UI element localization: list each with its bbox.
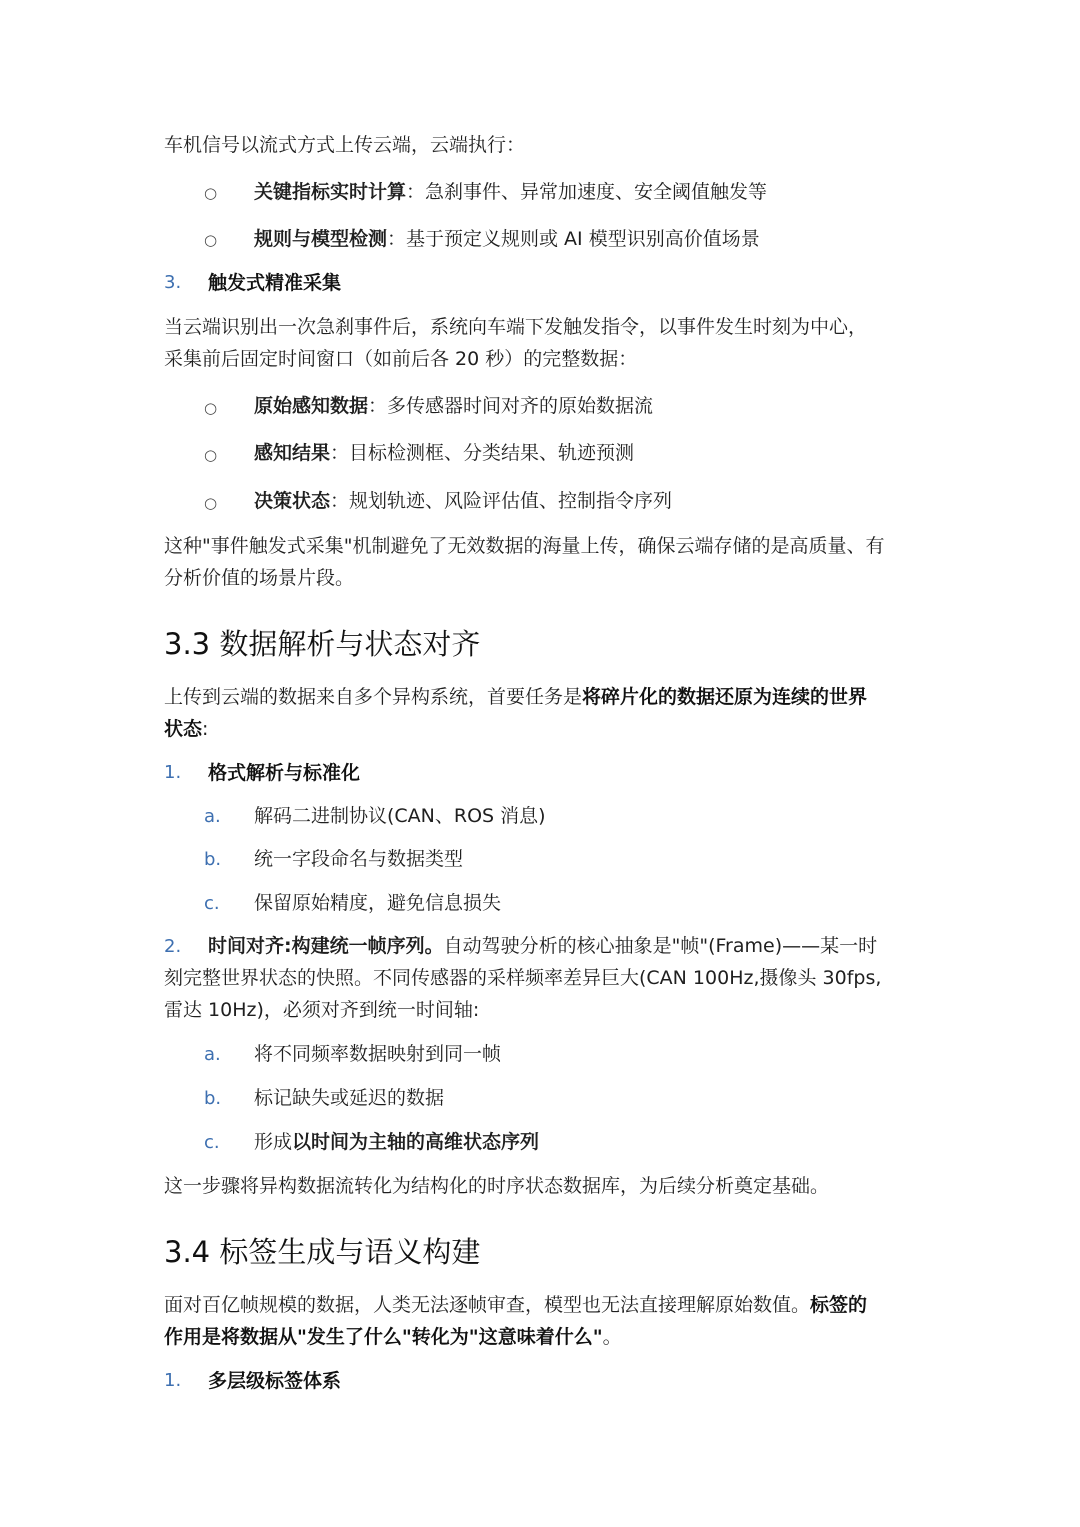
section-heading-3-3: 3.3 数据解析与状态对齐 (164, 627, 481, 661)
step-title: 格式解析与标准化 (208, 762, 361, 784)
list-number: 1. (164, 1370, 182, 1391)
paragraph-line: 这一步骤将异构数据流转化为结构化的时序状态数据库，为后续分析奠定基础。 (164, 1175, 830, 1197)
list-letter: c. (204, 1132, 220, 1153)
paragraph-line: 状态: (164, 718, 209, 740)
step-title: 多层级标签体系 (208, 1370, 342, 1392)
list-item: 原始感知数据：多传感器时间对齐的原始数据流 (254, 395, 654, 417)
list-letter: a. (204, 1044, 221, 1065)
list-letter: a. (204, 806, 221, 827)
list-item: 标记缺失或延迟的数据 (254, 1087, 445, 1109)
paragraph-line: 这种"事件触发式采集"机制避免了无效数据的海量上传，确保云端存储的是高质量、有 (164, 535, 885, 557)
list-item: 关键指标实时计算：急刹事件、异常加速度、安全阈值触发等 (254, 181, 768, 203)
list-item: 解码二进制协议(CAN、ROS 消息) (254, 805, 546, 827)
paragraph-line: 分析价值的场景片段。 (164, 567, 355, 589)
paragraph-line: 面对百亿帧规模的数据，人类无法逐帧审查，模型也无法直接理解原始数值。标签的 (164, 1294, 868, 1316)
list-letter: b. (204, 1088, 222, 1109)
paragraph-line: 刻完整世界状态的快照。不同传感器的采样频率差异巨大(CAN 100Hz,摄像头 30fps, (164, 967, 882, 989)
paragraph-line: 当云端识别出一次急刹事件后，系统向车端下发触发指令，以事件发生时刻为中心， (164, 316, 868, 338)
step-paragraph-line: 时间对齐:构建统一帧序列。自动驾驶分析的核心抽象是"帧"(Frame)——某一时 (208, 935, 878, 957)
list-item: 将不同频率数据映射到同一帧 (254, 1043, 502, 1065)
section-heading-3-4: 3.4 标签生成与语义构建 (164, 1235, 481, 1269)
intro-text: 车机信号以流式方式上传云端，云端执行： (164, 134, 526, 156)
paragraph-line: 作用是将数据从"发生了什么"转化为"这意味着什么"。 (164, 1326, 622, 1348)
list-letter: c. (204, 893, 220, 914)
paragraph-line: 雷达 10Hz)，必须对齐到统一时间轴: (164, 999, 480, 1021)
paragraph-line: 采集前后固定时间窗口（如前后各 20 秒）的完整数据： (164, 348, 638, 370)
bullet-icon: ○ (204, 494, 218, 512)
bullet-icon: ○ (204, 399, 218, 417)
list-item: 形成以时间为主轴的高维状态序列 (254, 1131, 540, 1153)
list-item: 统一字段命名与数据类型 (254, 848, 464, 870)
list-number: 2. (164, 936, 182, 957)
list-item: 决策状态：规划轨迹、风险评估值、控制指令序列 (254, 490, 673, 512)
list-number: 3. (164, 272, 182, 293)
bullet-icon: ○ (204, 184, 218, 202)
list-number: 1. (164, 762, 182, 783)
list-item: 规则与模型检测：基于预定义规则或 AI 模型识别高价值场景 (254, 228, 760, 250)
list-letter: b. (204, 849, 222, 870)
list-item: 保留原始精度，避免信息损失 (254, 892, 502, 914)
bullet-icon: ○ (204, 231, 218, 249)
paragraph-line: 上传到云端的数据来自多个异构系统，首要任务是将碎片化的数据还原为连续的世界 (164, 686, 868, 708)
step-title: 触发式精准采集 (208, 272, 342, 294)
list-item: 感知结果：目标检测框、分类结果、轨迹预测 (254, 442, 635, 464)
bullet-icon: ○ (204, 446, 218, 464)
